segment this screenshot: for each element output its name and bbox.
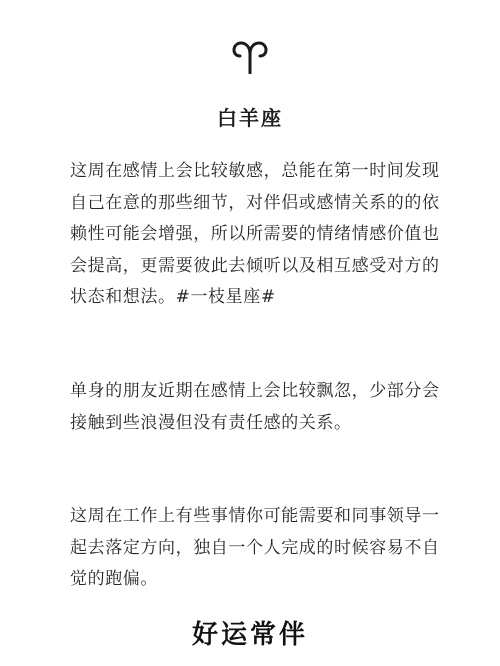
- love-paragraph: 这周在感情上会比较敏感，总能在第一时间发现自己在意的那些细节，对伴侣或感情关系的的依赖性可能会增强，所以所需要的情绪情感价值也会提高，更需要彼此去倾听以及相互感受对方的状态和想法。#一枝星座#: [70, 161, 440, 307]
- aries-symbol-icon: [232, 40, 268, 74]
- good-luck-banner: 好运常伴: [191, 620, 308, 650]
- work-paragraph: 这周在工作上有些事情你可能需要和同事领导一起去落定方向，独自一个人完成的时候容易不自觉的跑偏。: [70, 506, 440, 589]
- single-paragraph: 单身的朋友近期在感情上会比较飘忽，少部分会接触到些浪漫但没有责任感的关系。: [70, 381, 440, 433]
- sign-title: 白羊座: [217, 106, 283, 130]
